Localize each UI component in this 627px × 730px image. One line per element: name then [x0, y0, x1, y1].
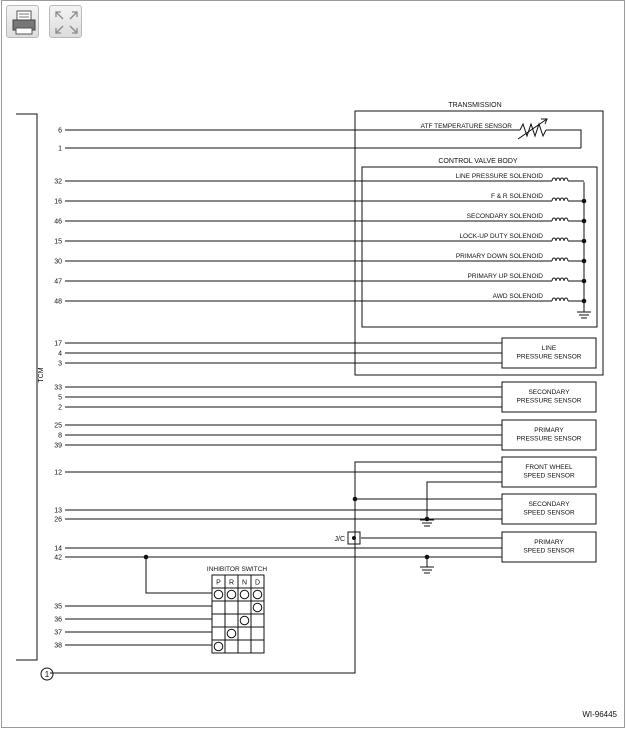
inhibitor-position-label: R [228, 579, 235, 587]
thermistor-icon [518, 119, 547, 139]
pin-number-label: 37 [54, 629, 62, 637]
sensor-box-secondary-pressure [502, 382, 596, 412]
jc-label: J/C [334, 536, 345, 543]
coil-icon [552, 278, 568, 281]
ground-icon [420, 567, 434, 573]
figure-id: WI-96445 [582, 710, 617, 719]
inhibitor-position-label: P [216, 579, 221, 587]
pin-number-label: 25 [54, 422, 62, 430]
coil-icon [552, 238, 568, 241]
pin-number-label: 35 [54, 603, 62, 611]
pin-number-label: 36 [54, 616, 62, 624]
pin-number-label: 26 [54, 516, 62, 524]
coil-icon [552, 198, 568, 201]
inhibitor-switch-grid [212, 575, 264, 653]
switch-contact-icon [214, 590, 223, 599]
switch-contact-icon [227, 590, 236, 599]
pin-number-label: 4 [58, 350, 62, 358]
atf-temperature-sensor-label: ATF TEMPERATURE SENSOR [420, 123, 512, 130]
sensor-label: SPEED SENSOR [523, 509, 575, 517]
sensor-box-secondary-speed [502, 494, 596, 524]
inhibitor-position-label: D [254, 579, 261, 587]
sensor-label: PRIMARY [534, 427, 564, 434]
sensor-box-line-pressure [502, 338, 596, 368]
pin-number-label: 32 [54, 178, 62, 186]
sensor-box-front-wheel-speed [502, 457, 596, 487]
coil-icon [552, 298, 568, 301]
sensor-box-primary-speed [502, 532, 596, 562]
switch-contact-icon [240, 616, 249, 625]
sensor-label: PRESSURE SENSOR [516, 435, 582, 443]
pin-number-label: 48 [54, 298, 62, 306]
solenoid [65, 193, 586, 203]
sensor-label: PRESSURE SENSOR [516, 397, 582, 405]
solenoid [65, 293, 586, 303]
inhibitor-position-label: N [241, 579, 248, 587]
pin-number-label: 12 [54, 469, 62, 477]
ground-icon [577, 312, 591, 318]
pin-number-label: 16 [54, 198, 62, 206]
sensor-box-primary-pressure [502, 420, 596, 450]
sensor-label: FRONT WHEEL [525, 464, 573, 471]
pin-number-label: 3 [58, 360, 62, 368]
sensor-label: PRIMARY [534, 539, 564, 546]
transmission-box [355, 111, 603, 375]
pin-number-label: 46 [54, 218, 62, 226]
solenoid-label: LINE PRESSURE SOLENOID [455, 173, 543, 180]
solenoid [65, 273, 586, 283]
pin-number-label: 33 [54, 384, 62, 392]
tcm-connector [16, 114, 37, 660]
solenoid-label: PRIMARY UP SOLENOID [467, 273, 543, 280]
solenoid-label: AWD SOLENOID [492, 293, 543, 300]
coil-icon [552, 178, 568, 181]
solenoid-label: PRIMARY DOWN SOLENOID [455, 253, 543, 260]
coil-icon [552, 258, 568, 261]
solenoid [65, 253, 586, 263]
tcm-label: TCM [38, 367, 45, 383]
sensor-label: SPEED SENSOR [523, 547, 575, 555]
solenoid-label: F & R SOLENOID [490, 193, 543, 200]
pin-number-label: 1 [58, 145, 62, 153]
control-valve-body-label: CONTROL VALVE BODY [438, 158, 518, 165]
coil-icon [552, 218, 568, 221]
switch-contact-icon [227, 629, 236, 638]
pin-number-label: 6 [58, 127, 62, 135]
inhibitor-switch-label: INHIBITOR SWITCH [206, 566, 268, 573]
pin-number-label: 13 [54, 507, 62, 515]
pin-number-label: 47 [54, 278, 62, 286]
connector-marker-label: 1 [44, 670, 50, 679]
pin-number-label: 2 [58, 404, 62, 412]
solenoid-label: SECONDARY SOLENOID [466, 213, 543, 220]
pin-number-label: 42 [54, 554, 62, 562]
pin-number-label: 38 [54, 642, 62, 650]
pin-number-label: 14 [54, 545, 62, 553]
solenoid [65, 233, 586, 243]
pin-number-label: 17 [54, 340, 62, 348]
pin-number-label: 5 [58, 394, 62, 402]
switch-contact-icon [240, 590, 249, 599]
sensor-label: LINE [541, 345, 557, 352]
sensor-label: SPEED SENSOR [523, 472, 575, 480]
control-valve-body-box [362, 167, 597, 327]
sensor-label: PRESSURE SENSOR [516, 353, 582, 361]
solenoid-label: LOCK-UP DUTY SOLENOID [459, 233, 543, 240]
solenoid [65, 213, 586, 223]
solenoid [65, 173, 584, 181]
switch-contact-icon [253, 590, 262, 599]
sensor-label: SECONDARY [528, 501, 570, 508]
switch-contact-icon [253, 603, 262, 612]
pin-number-label: 39 [54, 442, 62, 450]
pin-number-label: 15 [54, 238, 62, 246]
sensor-label: SECONDARY [528, 389, 570, 396]
pin-number-label: 30 [54, 258, 62, 266]
pin-number-label: 8 [58, 432, 62, 440]
transmission-label: TRANSMISSION [448, 102, 502, 109]
switch-contact-icon [214, 642, 223, 651]
